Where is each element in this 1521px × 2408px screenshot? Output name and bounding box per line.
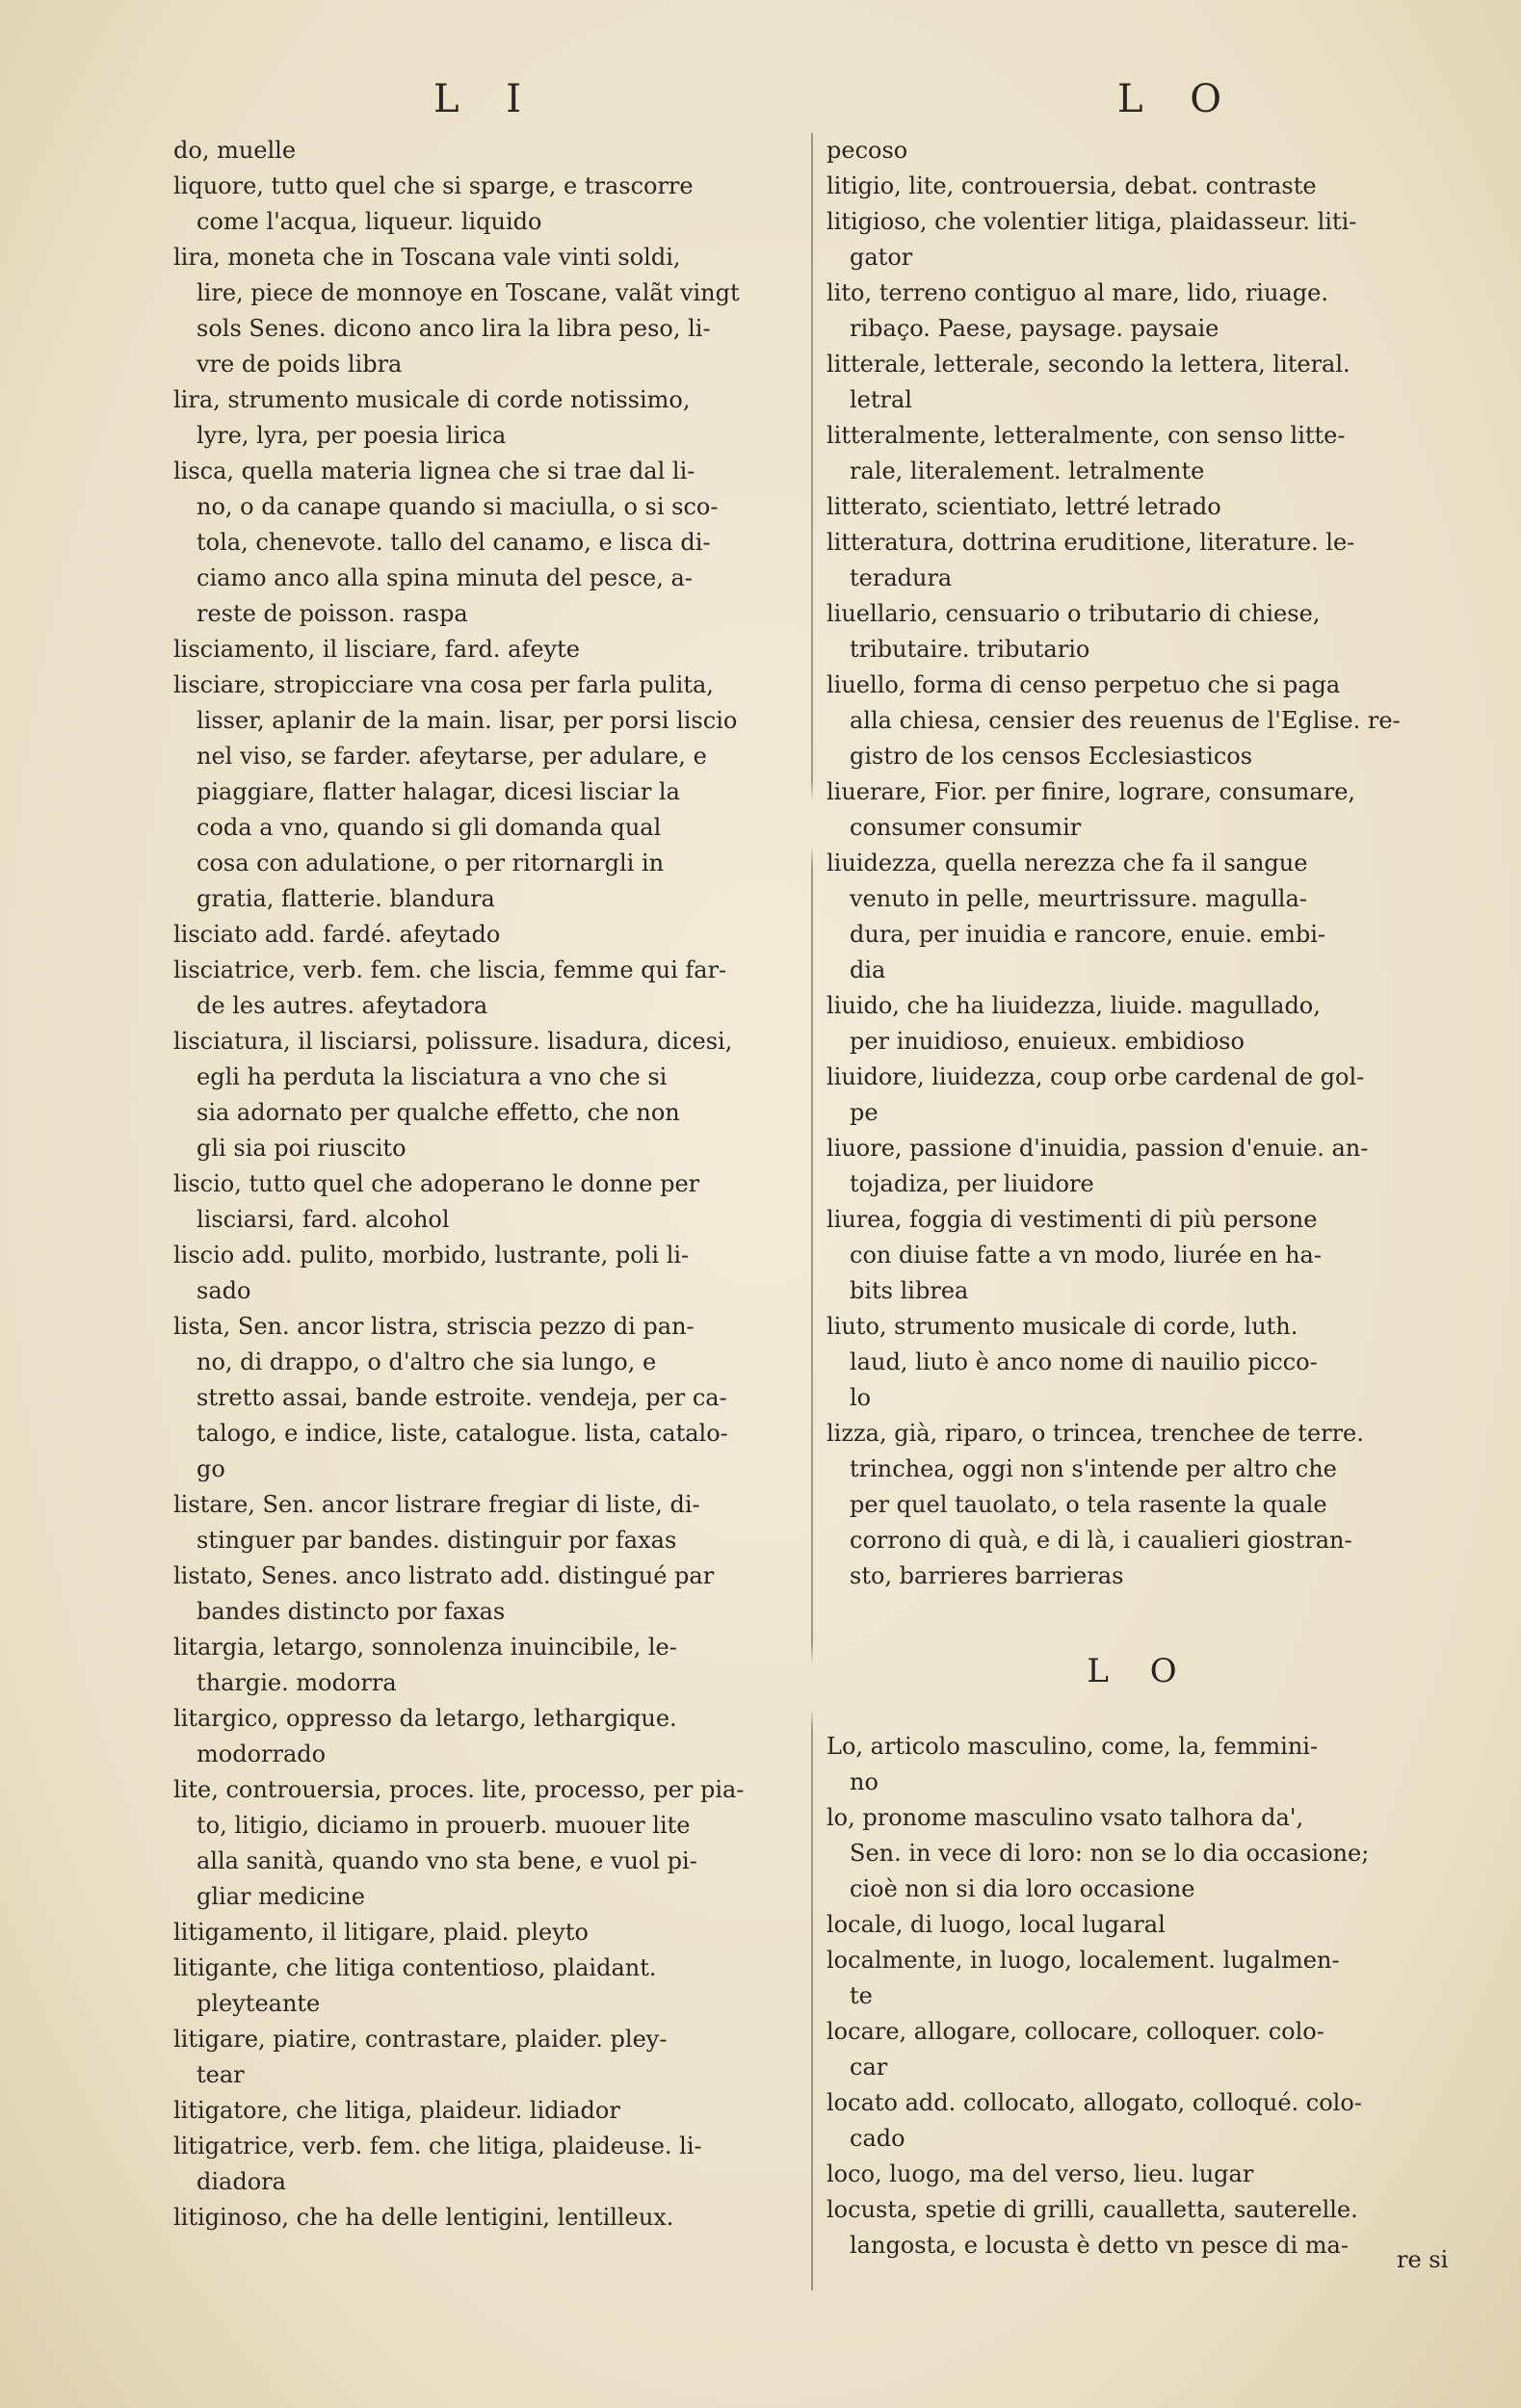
dictionary-entry bbox=[173, 953, 809, 1024]
entry-line: lo bbox=[850, 1384, 872, 1411]
entry-line: litargico, oppresso da letargo, lethargique. bbox=[173, 1705, 677, 1732]
dictionary-entry bbox=[826, 204, 1453, 275]
entry-line: pe bbox=[850, 1099, 879, 1126]
entry-line: teradura bbox=[850, 564, 953, 591]
entry-line: litteratura, dottrina eruditione, literature. le- bbox=[826, 529, 1355, 556]
entry-line: liuidezza, quella nerezza che fa il sangue bbox=[826, 850, 1308, 877]
entry-line: consumer consumir bbox=[850, 814, 1082, 841]
dictionary-entry bbox=[173, 2200, 809, 2236]
dictionary-entry bbox=[826, 1202, 1453, 1309]
entry-line: localmente, in luogo, localement. lugalmen- bbox=[826, 1947, 1340, 1974]
entry-line: alla sanità, quando vno sta bene, e vuol pi- bbox=[197, 1847, 697, 1874]
running-header-left: L I bbox=[433, 77, 539, 121]
dictionary-entry bbox=[826, 418, 1453, 489]
entry-line: liuidore, liuidezza, coup orbe cardenal de gol- bbox=[826, 1063, 1365, 1090]
dictionary-entry bbox=[826, 2085, 1453, 2157]
dictionary-entry bbox=[173, 1772, 809, 1915]
entry-line: go bbox=[197, 1455, 225, 1482]
entry-line: laud, liuto è anco nome di nauilio picco- bbox=[850, 1348, 1318, 1375]
dictionary-entry bbox=[173, 1487, 809, 1558]
entry-line: lira, strumento musicale di corde notissimo, bbox=[173, 386, 691, 413]
entry-line: listare, Sen. ancor listrare fregiar di liste, di- bbox=[173, 1491, 700, 1518]
dictionary-entry bbox=[826, 1416, 1453, 1594]
entry-line: sols Senes. dicono anco lira la libra peso, li- bbox=[197, 315, 711, 342]
dictionary-entry bbox=[173, 2093, 809, 2129]
entry-line: come l'acqua, liqueur. liquido bbox=[197, 208, 542, 235]
entry-line: talogo, e indice, liste, catalogue. lista, catalo- bbox=[197, 1420, 728, 1447]
entry-line: per quel tauolato, o tela rasente la quale bbox=[850, 1491, 1327, 1518]
dictionary-entry bbox=[826, 1943, 1453, 2014]
dictionary-entry bbox=[826, 1729, 1453, 1800]
entry-line: trinchea, oggi non s'intende per altro che bbox=[850, 1455, 1337, 1482]
entry-line: litigioso, che volentier litiga, plaidasseur. liti- bbox=[826, 208, 1357, 235]
entry-line: modorrado bbox=[197, 1741, 327, 1767]
entry-line: sado bbox=[197, 1277, 251, 1304]
entry-line: per inuidioso, enuieux. embidioso bbox=[850, 1028, 1245, 1055]
entry-line: bits librea bbox=[850, 1277, 969, 1304]
entry-line: liuello, forma di censo perpetuo che si paga bbox=[826, 671, 1341, 698]
entry-line: sto, barrieres barrieras bbox=[850, 1562, 1124, 1589]
dictionary-entry bbox=[173, 2022, 809, 2093]
entry-line: lizza, già, riparo, o trincea, trenchee de terre. bbox=[826, 1420, 1364, 1447]
entry-line: pecoso bbox=[826, 137, 908, 164]
entry-line: liurea, foggia di vestimenti di più persone bbox=[826, 1206, 1318, 1233]
entry-line: liuore, passione d'inuidia, passion d'enuie. an- bbox=[826, 1135, 1369, 1162]
entry-line: lisser, aplanir de la main. lisar, per porsi liscio bbox=[197, 707, 738, 734]
entry-line: do, muelle bbox=[173, 137, 297, 164]
entry-line: lisciatrice, verb. fem. che liscia, femme qui far- bbox=[173, 956, 727, 983]
dictionary-entry bbox=[826, 347, 1453, 418]
dictionary-entry bbox=[826, 133, 1453, 169]
entry-line: thargie. modorra bbox=[197, 1669, 397, 1696]
dictionary-entry bbox=[173, 133, 809, 169]
entry-line: liquore, tutto quel che si sparge, e trascorre bbox=[173, 172, 694, 199]
section-heading-lo: L O bbox=[1087, 1652, 1193, 1690]
dictionary-entry bbox=[826, 667, 1453, 774]
dictionary-entry bbox=[173, 382, 809, 454]
entry-line: to, litigio, diciamo in prouerb. muouer lite bbox=[197, 1812, 691, 1839]
dictionary-entry bbox=[173, 454, 809, 632]
entry-line: liuerare, Fior. per finire, lograre, consumare, bbox=[826, 778, 1356, 805]
entry-line: dia bbox=[850, 956, 886, 983]
entry-line: loco, luogo, ma del verso, lieu. lugar bbox=[826, 2160, 1254, 2187]
entry-line: de les autres. afeytadora bbox=[197, 992, 488, 1019]
column-divider bbox=[811, 133, 813, 2290]
entry-line: tojadiza, per liuidore bbox=[850, 1170, 1094, 1197]
dictionary-entry bbox=[826, 2157, 1453, 2192]
entry-line: ribaço. Paese, paysage. paysaie bbox=[850, 315, 1219, 342]
entry-line: gliar medicine bbox=[197, 1883, 365, 1910]
dictionary-entry bbox=[826, 489, 1453, 525]
dictionary-entry bbox=[173, 1238, 809, 1309]
dictionary-entry bbox=[826, 774, 1453, 846]
running-header-right: L O bbox=[1117, 77, 1240, 121]
dictionary-entry bbox=[173, 667, 809, 917]
entry-line: litterato, scientiato, lettré letrado bbox=[826, 493, 1221, 520]
entry-line: car bbox=[850, 2054, 888, 2081]
dictionary-entry bbox=[826, 2192, 1453, 2264]
entry-line: cado bbox=[850, 2125, 905, 2152]
entry-line: diadora bbox=[197, 2168, 286, 2195]
entry-line: lite, controuersia, proces. lite, processo, per pia- bbox=[173, 1776, 745, 1803]
entry-line: tear bbox=[197, 2061, 245, 2088]
entry-line: liuellario, censuario o tributario di chiese, bbox=[826, 600, 1321, 627]
entry-line: gator bbox=[850, 244, 913, 271]
dictionary-entry bbox=[173, 1024, 809, 1166]
dictionary-entry bbox=[826, 275, 1453, 347]
entry-line: lyre, lyra, per poesia lirica bbox=[197, 422, 507, 449]
dictionary-entry bbox=[826, 169, 1453, 204]
entry-line: corrono di quà, e di là, i caualieri giostran- bbox=[850, 1527, 1352, 1554]
entry-line: alla chiesa, censier des reuenus de l'Eglise. re- bbox=[850, 707, 1401, 734]
entry-line: liscio add. pulito, morbido, lustrante, poli li- bbox=[173, 1242, 690, 1269]
entry-line: lito, terreno contiguo al mare, lido, riuage. bbox=[826, 279, 1328, 306]
entry-line: cioè non si dia loro occasione bbox=[850, 1875, 1195, 1902]
entry-line: liuido, che ha liuidezza, liuide. magullado, bbox=[826, 992, 1321, 1019]
entry-line: lira, moneta che in Toscana vale vinti soldi, bbox=[173, 244, 681, 271]
dictionary-entry bbox=[173, 1915, 809, 1950]
dictionary-entry bbox=[173, 240, 809, 382]
entry-line: tributaire. tributario bbox=[850, 636, 1090, 663]
dictionary-entry bbox=[173, 1166, 809, 1238]
entry-line: lisciare, stropicciare vna cosa per farla pulita, bbox=[173, 671, 714, 698]
dictionary-entry bbox=[826, 846, 1453, 988]
dictionary-entry bbox=[173, 169, 809, 240]
dictionary-entry bbox=[173, 2129, 809, 2200]
entry-line: lisciamento, il lisciare, fard. afeyte bbox=[173, 636, 580, 663]
entry-line: locato add. collocato, allogato, colloqué. colo- bbox=[826, 2089, 1362, 2116]
left-column bbox=[173, 133, 809, 2236]
entry-line: no, di drappo, o d'altro che sia lungo, e bbox=[197, 1348, 657, 1375]
entry-line: nel viso, se farder. afeytarse, per adulare, e bbox=[197, 743, 707, 770]
entry-line: stretto assai, bande estroite. vendeja, per ca- bbox=[197, 1384, 727, 1411]
entry-line: egli ha perduta la lisciatura a vno che si bbox=[197, 1063, 668, 1090]
entry-line: liscio, tutto quel che adoperano le donne per bbox=[173, 1170, 700, 1197]
entry-line: tola, chenevote. tallo del canamo, e lisca di- bbox=[197, 529, 711, 556]
dictionary-entry bbox=[173, 1950, 809, 2022]
entry-line: gratia, flatterie. blandura bbox=[197, 885, 495, 912]
entry-line: gli sia poi riuscito bbox=[197, 1135, 406, 1162]
entry-line: lisca, quella materia lignea che si trae dal li- bbox=[173, 458, 695, 484]
entry-line: Lo, articolo masculino, come, la, femmini- bbox=[826, 1733, 1319, 1760]
entry-line: litiginoso, che ha delle lentigini, lentilleux. bbox=[173, 2204, 674, 2231]
entry-line: stinguer par bandes. distinguir por faxas bbox=[197, 1527, 677, 1554]
entry-line: bandes distincto por faxas bbox=[197, 1598, 506, 1625]
entry-line: lisciato add. fardé. afeytado bbox=[173, 921, 501, 948]
dictionary-entry bbox=[173, 632, 809, 667]
entry-line: langosta, e locusta è detto vn pesce di ma- bbox=[850, 2232, 1349, 2259]
entry-line: litigare, piatire, contrastare, plaider. pley- bbox=[173, 2026, 668, 2053]
entry-line: litterale, letterale, secondo la lettera, literal. bbox=[826, 351, 1351, 378]
dictionary-entry bbox=[826, 1800, 1453, 1907]
dictionary-entry bbox=[826, 1060, 1453, 1131]
dictionary-entry bbox=[826, 596, 1453, 667]
dictionary-entry bbox=[173, 1558, 809, 1630]
entry-line: litargia, letargo, sonnolenza inuincibile, le- bbox=[173, 1634, 677, 1661]
entry-line: sia adornato per qualche effetto, che non bbox=[197, 1099, 680, 1126]
dictionary-entry bbox=[173, 1630, 809, 1701]
entry-line: Sen. in vece di loro: non se lo dia occasione; bbox=[850, 1840, 1370, 1867]
entry-line: no bbox=[850, 1768, 879, 1795]
entry-line: locare, allogare, collocare, colloquer. colo- bbox=[826, 2018, 1324, 2045]
dictionary-entry bbox=[173, 917, 809, 953]
entry-line: liuto, strumento musicale di corde, luth. bbox=[826, 1313, 1298, 1340]
entry-line: reste de poisson. raspa bbox=[197, 600, 468, 627]
entry-line: no, o da canape quando si maciulla, o si sco- bbox=[197, 493, 719, 520]
entry-line: gistro de los censos Ecclesiasticos bbox=[850, 743, 1253, 770]
entry-line: locale, di luogo, local lugaral bbox=[826, 1911, 1166, 1938]
dictionary-entry bbox=[826, 2014, 1453, 2085]
dictionary-entry bbox=[826, 1907, 1453, 1943]
entry-line: pleyteante bbox=[197, 1990, 321, 2017]
entry-line: coda a vno, quando si gli domanda qual bbox=[197, 814, 662, 841]
dictionary-entry bbox=[826, 1131, 1453, 1202]
entry-line: cosa con adulatione, o per ritornargli in bbox=[197, 850, 665, 877]
entry-line: ciamo anco alla spina minuta del pesce, a- bbox=[197, 564, 693, 591]
entry-line: lire, piece de monnoye en Toscane, valãt vingt bbox=[197, 279, 740, 306]
entry-line: te bbox=[850, 1982, 873, 2009]
entry-line: piaggiare, flatter halagar, dicesi lisciar la bbox=[197, 778, 680, 805]
entry-line: lisciarsi, fard. alcohol bbox=[197, 1206, 450, 1233]
dictionary-entry bbox=[173, 1701, 809, 1772]
right-column bbox=[826, 133, 1453, 2264]
dictionary-entry bbox=[826, 1309, 1453, 1416]
entry-line: lista, Sen. ancor listra, striscia pezzo di pan- bbox=[173, 1313, 695, 1340]
entry-line: litigatrice, verb. fem. che litiga, plaideuse. li- bbox=[173, 2133, 702, 2159]
entry-line: litigamento, il litigare, plaid. pleyto bbox=[173, 1919, 589, 1946]
entry-line: con diuise fatte a vn modo, liurée en ha- bbox=[850, 1242, 1322, 1269]
entry-line: lisciatura, il lisciarsi, polissure. lisadura, dicesi, bbox=[173, 1028, 733, 1055]
entry-line: litteralmente, letteralmente, con senso litte- bbox=[826, 422, 1346, 449]
entry-line: rale, literalement. letralmente bbox=[850, 458, 1205, 484]
entry-line: dura, per inuidia e rancore, enuie. embi- bbox=[850, 921, 1326, 948]
entry-line: locusta, spetie di grilli, caualletta, sauterelle. bbox=[826, 2196, 1358, 2223]
entry-line: lo, pronome masculino vsato talhora da', bbox=[826, 1804, 1304, 1831]
entry-line: litigante, che litiga contentioso, plaidant. bbox=[173, 1954, 657, 1981]
entry-line: litigatore, che litiga, plaideur. lidiador bbox=[173, 2097, 620, 2124]
entry-line: venuto in pelle, meurtrissure. magulla- bbox=[850, 885, 1307, 912]
dictionary-entry bbox=[173, 1309, 809, 1487]
entry-line: vre de poids libra bbox=[197, 351, 403, 378]
entry-line: listato, Senes. anco listrato add. distingué par bbox=[173, 1562, 715, 1589]
dictionary-entry bbox=[826, 525, 1453, 596]
entry-line: letral bbox=[850, 386, 912, 413]
dictionary-entry bbox=[826, 988, 1453, 1060]
catchword: re si bbox=[1397, 2246, 1449, 2273]
entry-line: litigio, lite, controuersia, debat. contraste bbox=[826, 172, 1317, 199]
